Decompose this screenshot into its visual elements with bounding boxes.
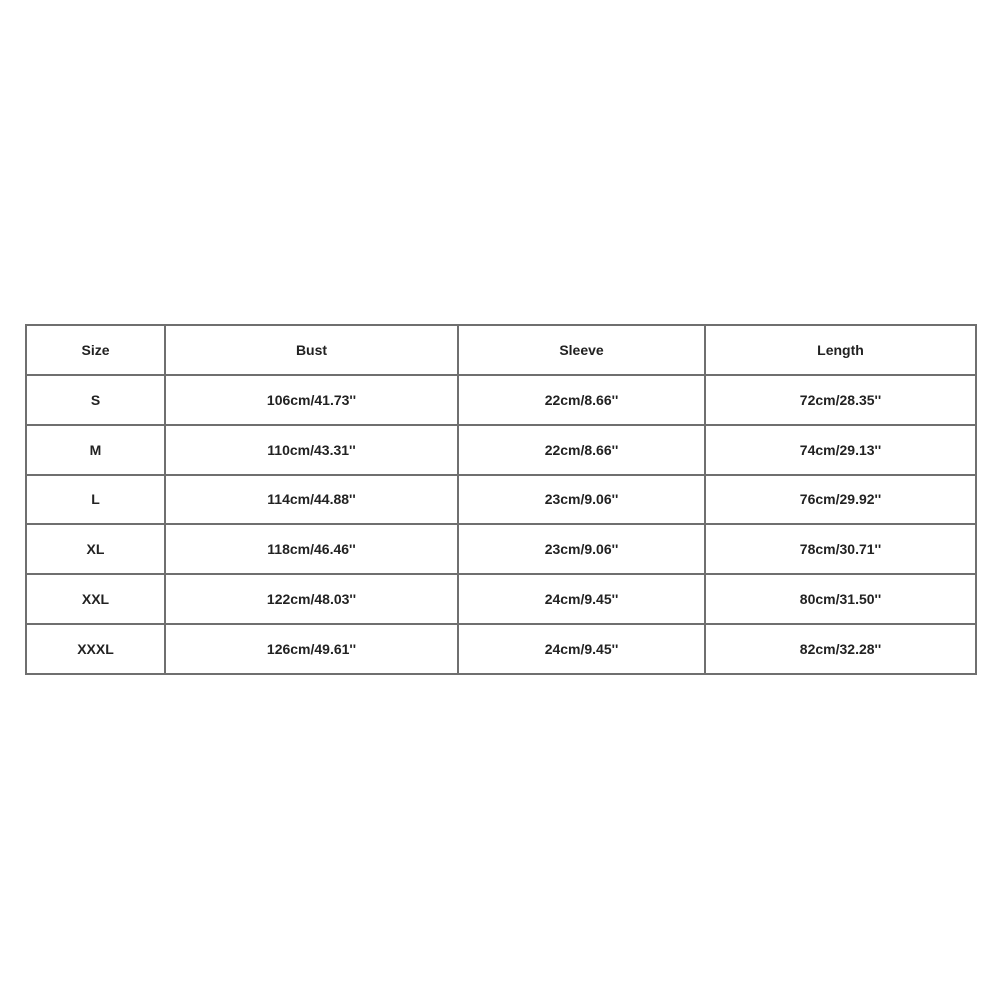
sleeve-cell: 23cm/9.06''	[458, 475, 705, 525]
length-cell: 82cm/32.28''	[705, 624, 976, 674]
table-row	[26, 375, 976, 425]
header-sleeve: Sleeve	[458, 325, 705, 375]
bust-cell: 114cm/44.88''	[165, 475, 458, 525]
table-row	[26, 425, 976, 475]
header-size: Size	[26, 325, 165, 375]
header-bust: Bust	[165, 325, 458, 375]
length-cell: 80cm/31.50''	[705, 574, 976, 624]
size-cell: XXXL	[26, 624, 165, 674]
length-cell: 74cm/29.13''	[705, 425, 976, 475]
table-header-row	[26, 325, 976, 375]
sleeve-cell: 22cm/8.66''	[458, 425, 705, 475]
sleeve-cell: 22cm/8.66''	[458, 375, 705, 425]
sleeve-cell: 24cm/9.45''	[458, 574, 705, 624]
length-cell: 72cm/28.35''	[705, 375, 976, 425]
sleeve-cell: 23cm/9.06''	[458, 524, 705, 574]
bust-cell: 118cm/46.46''	[165, 524, 458, 574]
bust-cell: 126cm/49.61''	[165, 624, 458, 674]
table-row	[26, 574, 976, 624]
size-cell: S	[26, 375, 165, 425]
bust-cell: 122cm/48.03''	[165, 574, 458, 624]
table-row	[26, 475, 976, 525]
header-length: Length	[705, 325, 976, 375]
table-row	[26, 524, 976, 574]
table-row	[26, 624, 976, 674]
bust-cell: 110cm/43.31''	[165, 425, 458, 475]
size-chart-table	[25, 324, 977, 675]
size-cell: L	[26, 475, 165, 525]
size-cell: XL	[26, 524, 165, 574]
length-cell: 78cm/30.71''	[705, 524, 976, 574]
bust-cell: 106cm/41.73''	[165, 375, 458, 425]
size-cell: M	[26, 425, 165, 475]
size-cell: XXL	[26, 574, 165, 624]
sleeve-cell: 24cm/9.45''	[458, 624, 705, 674]
length-cell: 76cm/29.92''	[705, 475, 976, 525]
